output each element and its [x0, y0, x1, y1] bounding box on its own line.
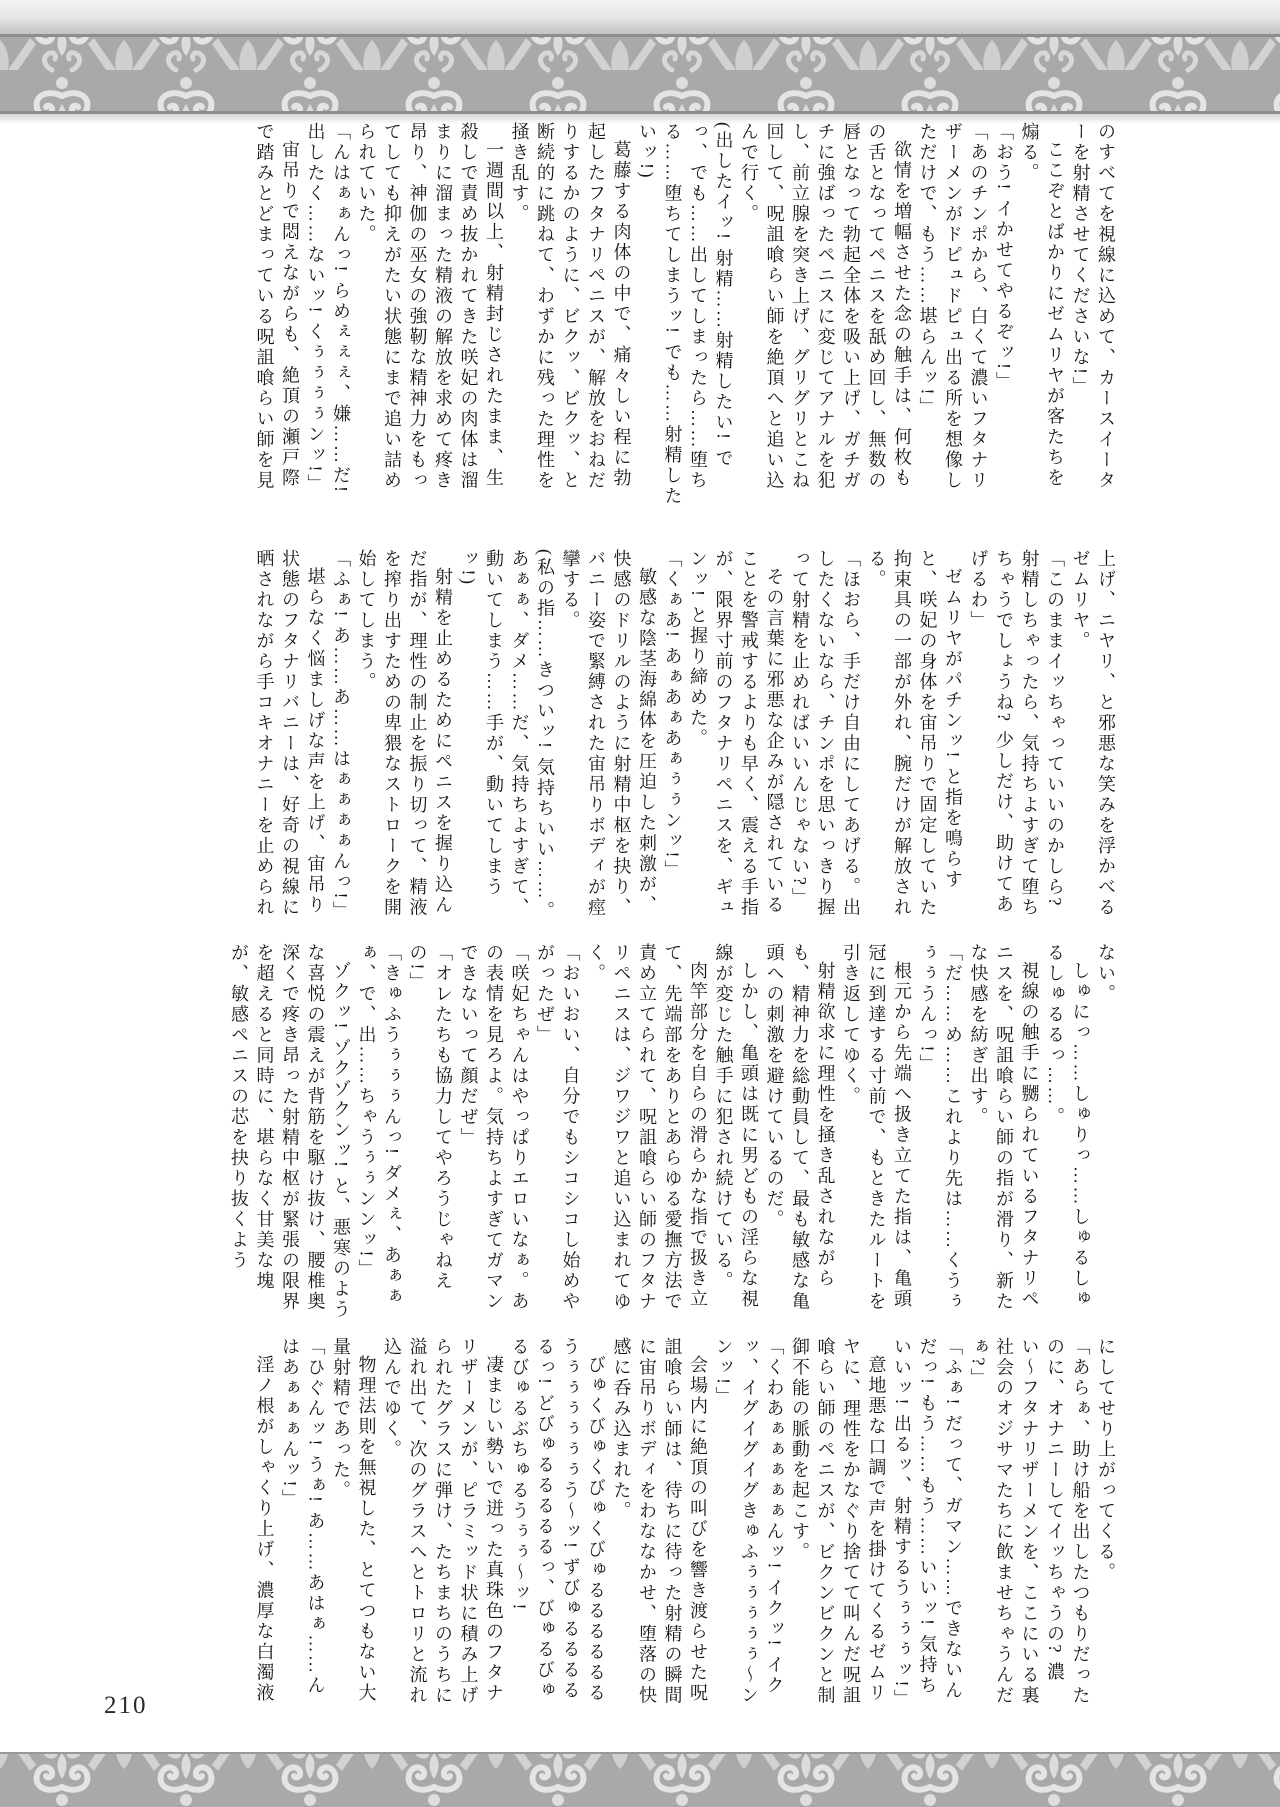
paragraph: (出したイッ! 射精……射精したい! でっ、でも……出してしまったら……堕ちる……堕ちてしまうッ! でも……射精したいッ!) [637, 122, 734, 507]
paragraph: 根元から先端へ扱き立てた指は、亀頭冠に到達する寸前で、もときたルートを引き返してゆく。 [841, 943, 912, 1312]
paragraph: 淫ノ根がしゃくり上げ、濃厚な白濁液 [254, 1355, 275, 1704]
paragraph: しかし、亀頭は既に男どもの淫らな視線が変じた触手に犯され続けている。 [713, 943, 759, 1310]
paragraph: 「おう! イかせてやるぞッ!」 [994, 122, 1014, 392]
paragraph: のすべてを視線に込めて、カースイーターを射精させてくださいな!」 [1070, 122, 1116, 491]
paragraph: 葛藤する肉体の中で、痛々しい程に勃起したフタナリペニスが、解放をおねだりするかのように、ビクッ、ビクッ、と断続的に跳ねて、わずかに残った理性を掻き乱す。 [509, 122, 632, 491]
paragraph: 「おいおい、自分でもシコシコし始めやがったぜ」 [535, 943, 581, 1312]
paragraph: 「ふぁ! だって、ガマン……できないんだっ! もう……もう……いいッ! 気持ちいいッ! 出るッ、射精するうぅぅぅッ!」 [892, 1337, 963, 1709]
page-number: 210 [104, 1692, 148, 1719]
paragraph: 「あらぁ、助け船を出したつもりだったのに、オナニーしてイッちゃうの? 濃い〜フタナリザーメンを、ここにいる裏社会のオジサマたちに飲ませちゃうんだぁ?」 [968, 1337, 1091, 1706]
paragraph: 「ほおら、手だけ自由にしてあげる。出したくないなら、チンポを思いっきり握って射精を止めればいいんじゃない?」 [790, 549, 861, 918]
paragraph: にしてせり上がってくる。 [1096, 1337, 1116, 1583]
paragraph: その言葉に邪悪な企みが隠されていることを警戒するよりも早く、震える手指が、限界寸前のフタナリペニスを、ギュンッ! と握り締めた。 [688, 549, 785, 918]
paragraph: 射精を止めるためにペニスを握り込んだ指が、理性の制止を振り切って、精液を搾り出すための卑猥なストロークを開始してしまう。 [356, 549, 453, 918]
paragraph: 「このままイッちゃっていいのかしら? 射精しちゃったら、気持ちよすぎて堕ちちゃうでしょうね? 少しだけ、助けてあげるわ」 [968, 549, 1065, 918]
paragraph: 「んはぁぁんっ! らめぇぇぇ、嫌……だ! 出したく……ないッ! くぅぅぅぅンッ!」 [305, 122, 351, 495]
ornament-border-top [0, 0, 1280, 124]
paragraph: 射精欲求に理性を掻き乱されながらも、精神力を総動員して、最も敏感な亀頭への刺激を避けているのだ。 [764, 943, 836, 1312]
paragraph: 上げ、ニヤリ、と邪悪な笑みを浮かべるゼムリヤ。 [1070, 549, 1116, 918]
paragraph: 凄まじい勢いで迸った真珠色のフタナリザーメンが、ピラミッド状に積み上げられたグラスに弾け、たちまちのうちに溢れ出て、次のグラスへとトロリと流れ込んでゆく。 [382, 1337, 504, 1706]
paragraph: 堪らなく悩ましげな声を上げ、宙吊り状態のフタナリバニーは、好奇の視線に晒されながら手コキオナニーを止められ [254, 549, 326, 918]
paragraph: 「くわあぁぁぁぁぁんッ! イクッ! イクッ、イグイグイグきゅふぅぅぅぅぅ〜ンンッ!」 [713, 1337, 785, 1706]
text-band-2 [138, 549, 1118, 929]
paragraph: 「だ……め……これより先は……くうぅぅぅうんっ!」 [917, 943, 963, 1312]
paragraph: 「あのチンポから、白くて濃いフタナリザーメンがドピュドピュ出る所を想像しただけで、もう……堪らんッ!」 [917, 122, 989, 491]
paragraph: 一週間以上、射精封じされたまま、生殺しで責め抜かれてきた咲妃の肉体は溜まりに溜まった精液の解放を求めて疼き昂り、神伽の巫女の強靭な精神力をもってしても抑えがたい状態にまで追い詰められていた。 [356, 122, 504, 491]
paragraph: 宙吊りで悶えながらも、絶頂の瀬戸際で踏みとどまっている呪詛喰らい師を見 [254, 122, 300, 491]
text-band-3 [138, 943, 1118, 1323]
paragraph: 物理法則を無視した、とてつもない大量射精であった。 [331, 1337, 377, 1704]
paragraph: 会場内に絶頂の叫びを響き渡らせた呪詛喰らい師は、待ちに待った射精の瞬間に宙吊りボディをわななかせ、堕落の快感に呑み込まれた。 [611, 1337, 708, 1706]
paragraph: 「きゅふうぅぅぅんっ! ダメぇ、あぁぁぁ、で、出……ちゃうぅぅンンッ!」 [356, 943, 402, 1307]
paragraph: 欲情を増幅させた念の触手は、何枚もの舌となってペニスを舐め回し、無数の唇となって勃起全体を吸い上げ、ガチガチに強ばったペニスに変じてアナルを犯し、前立腺を突き上げ、グリグリとこね回して、呪詛喰らい師を絶頂へと追い込んで行く。 [739, 122, 912, 491]
paragraph: 「オレたちも協力してやろうじゃねえの!」 [407, 943, 453, 1292]
paragraph: 敏感な陰茎海綿体を圧迫した刺激が、快感のドリルのように射精中枢を抉り、バニー姿で緊縛された宙吊りボディが痙攣する。 [560, 549, 657, 918]
paragraph: 意地悪な口調で声を掛けてくるゼムリヤに、理性をかなぐり捨てて叫んだ呪詛喰らい師のペニスが、ビクンビクンと制御不能の脈動を起こす。 [790, 1337, 887, 1706]
paragraph: 「ひぐんッ! うぁ! あ……あはぁ……んはあぁぁぁんッ!」 [280, 1337, 326, 1696]
paragraph: ここぞとばかりにゼムリヤが客たちを煽る。 [1019, 122, 1065, 489]
text-band-4 [138, 1337, 1118, 1709]
paragraph: 肉竿部分を自らの滑らかな指で扱き立て、先端部をありとあらゆる愛撫方法で責め立てられて、呪詛喰らい師のフタナリペニスは、ジワジワと追い込まれてゆく。 [586, 943, 708, 1312]
paragraph: ゾクッ! ゾクゾクンッ! と、悪寒のような喜悦の震えが背筋を駆け抜け、腰椎奥深くで疼き昂った射精中枢が緊張の限界を超えると同時に、堪らなく甘美な塊が、敏感ペニスの芯を抉り抜くよう [229, 943, 351, 1320]
paragraph: しゅにっ……しゅりっ……しゅるしゅるしゅるるっ……。 [1045, 943, 1091, 1310]
text-band-1 [138, 122, 1118, 508]
ornament-border-bottom [0, 1752, 1280, 1807]
paragraph: 「咲妃ちゃんはやっぱりエロいなぁ。あの表情を見ろよ。気持ちよすぎてガマンできないって顔だぜ」 [458, 943, 530, 1312]
paragraph: ゼムリヤがパチンッ! と指を鳴らすと、咲妃の身体を宙吊りで固定していた拘束具の一部が外れ、腕だけが解放される。 [866, 549, 963, 918]
paragraph: 「くぁあ! あぁあぁあぁぅぅンッ!」 [662, 549, 683, 881]
paragraph: ない。 [1096, 943, 1116, 1005]
paragraph: 視線の触手に嬲られているフタナリペニスを、呪詛喰らい師の指が滑り、新たな快感を紡ぎ出す。 [968, 943, 1040, 1312]
paragraph: (私の指……きついッ! 気持ちいい……。あぁぁ、ダメ……だ、気持ちよすぎて、動いてしまう……手が、動いてしまうッ!) [458, 549, 555, 922]
paragraph: びゅくびゅくびゅくびゅるるるるるるうぅぅぅぅぅぅう〜ッ! ずびゅるるるるるっ! どびゅるるるるるっ、びゅるびゅるびゅるぶちゅるうぅぅ〜ッ! [509, 1337, 606, 1704]
paragraph: 「ふぁ! あ……あ……はぁぁぁぁんっ!」 [331, 549, 351, 922]
